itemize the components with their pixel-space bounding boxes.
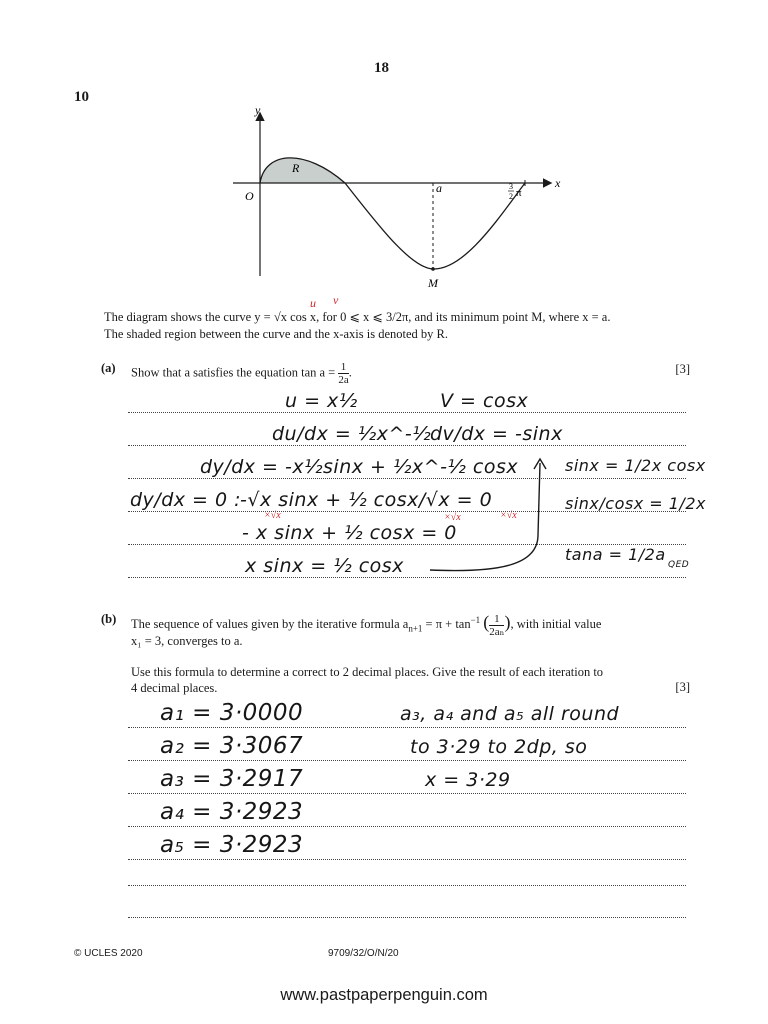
question-number: 10 bbox=[74, 89, 89, 105]
part-b-line-2: x₁ = 3, converges to a. bbox=[131, 634, 243, 648]
hw-v-def: V = cosx bbox=[440, 390, 529, 412]
page-number: 18 bbox=[374, 60, 389, 76]
answer-line bbox=[128, 445, 686, 446]
answer-line bbox=[128, 412, 686, 413]
answer-line bbox=[128, 859, 686, 860]
part-b-marks: [3] bbox=[675, 680, 690, 694]
hw-right2: sinx/cosx = 1/2x bbox=[565, 494, 706, 513]
answer-line bbox=[128, 917, 686, 918]
watermark: www.pastpaperpenguin.com bbox=[280, 986, 488, 1004]
a-label: a bbox=[436, 181, 442, 195]
hw-dy: dy/dx = -x½sinx + ½x^-½ cosx bbox=[200, 456, 519, 478]
hw-red-note: ×√x bbox=[444, 512, 461, 523]
hw-a2: a₂ = 3·3067 bbox=[160, 733, 304, 759]
answer-line bbox=[128, 885, 686, 886]
arrow-connector bbox=[420, 455, 560, 580]
hw-step3: x sinx = ½ cosx bbox=[245, 555, 404, 577]
annotation-u: u bbox=[310, 296, 316, 310]
svg-text:π: π bbox=[516, 187, 522, 199]
answer-line bbox=[128, 577, 686, 578]
hw-step2: - x sinx + ½ cosx = 0 bbox=[242, 522, 457, 544]
answer-line bbox=[128, 826, 686, 827]
intro-line-1: The diagram shows the curve y = √x cos x, for 0 ⩽ x ⩽ 3/2π, and its minimum point M, where x = a. bbox=[104, 310, 611, 324]
hw-step1: -√x sinx + ½ cosx/√x = 0 bbox=[240, 489, 493, 511]
part-b-label: (b) bbox=[101, 612, 117, 626]
hw-du: du/dx = ½x^-½ bbox=[272, 423, 432, 445]
hw-red-note: ×√x bbox=[264, 510, 281, 521]
part-a-fraction: $\frac{1}{2a}$ bbox=[338, 361, 349, 386]
part-a-question: Show that a satisfies the equation tan a = $\frac{1}{2a}$ . bbox=[131, 361, 352, 386]
x-axis-label: x bbox=[555, 176, 561, 190]
part-b-line-1: The sequence of values given by the iterative formula $a_{n+1} = \pi + \tan^{-1}$ ( $\frac{1}{\text{2aₙ}}$ ), with initial value bbox=[131, 612, 602, 638]
annotation-v: v bbox=[333, 293, 339, 307]
answer-line bbox=[128, 727, 686, 728]
hw-dv: dv/dx = -sinx bbox=[430, 423, 563, 445]
hw-right3: tana = 1/2a bbox=[565, 545, 666, 564]
y-axis-label: y bbox=[255, 103, 261, 117]
intro-line-2: The shaded region between the curve and the x-axis is denoted by R. bbox=[104, 327, 448, 341]
part-b-line-3: Use this formula to determine a correct to 2 decimal places. Give the result of each iteration to bbox=[131, 665, 604, 679]
part-b-line-4: 4 decimal places. bbox=[131, 681, 218, 695]
hw-note-3: x = 3·29 bbox=[425, 769, 511, 791]
min-point-marker bbox=[431, 267, 435, 271]
answer-line bbox=[128, 793, 686, 794]
hw-note-2: to 3·29 to 2dp, so bbox=[410, 736, 588, 758]
curve-diagram bbox=[225, 96, 575, 296]
region-label: R bbox=[292, 161, 300, 175]
hw-note-1: a₃, a₄ and a₅ all round bbox=[400, 703, 620, 725]
end-label bbox=[508, 182, 522, 201]
hw-set-zero: dy/dx = 0 : bbox=[130, 489, 242, 511]
svg-text:2: 2 bbox=[509, 192, 513, 201]
part-a-label: (a) bbox=[101, 361, 116, 375]
min-point-label: M bbox=[428, 276, 438, 290]
hw-right1: sinx = 1/2x cosx bbox=[565, 456, 706, 475]
region-r-shading bbox=[260, 158, 345, 183]
origin-label: O bbox=[245, 189, 254, 203]
hw-u-def: u = x½ bbox=[285, 390, 358, 412]
hw-a4: a₄ = 3·2923 bbox=[160, 799, 304, 825]
hw-qed: QED bbox=[668, 560, 690, 570]
footer-code: 9709/32/O/N/20 bbox=[328, 948, 399, 959]
hw-a3: a₃ = 3·2917 bbox=[160, 766, 304, 792]
hw-a5: a₅ = 3·2923 bbox=[160, 832, 304, 858]
answer-line bbox=[128, 760, 686, 761]
answer-line bbox=[128, 478, 686, 479]
hw-red-note: ×√x bbox=[500, 510, 517, 521]
svg-text:3: 3 bbox=[509, 182, 513, 191]
part-a-marks: [3] bbox=[675, 362, 690, 376]
footer-copyright: © UCLES 2020 bbox=[74, 948, 143, 959]
hw-a1: a₁ = 3·0000 bbox=[160, 700, 304, 726]
